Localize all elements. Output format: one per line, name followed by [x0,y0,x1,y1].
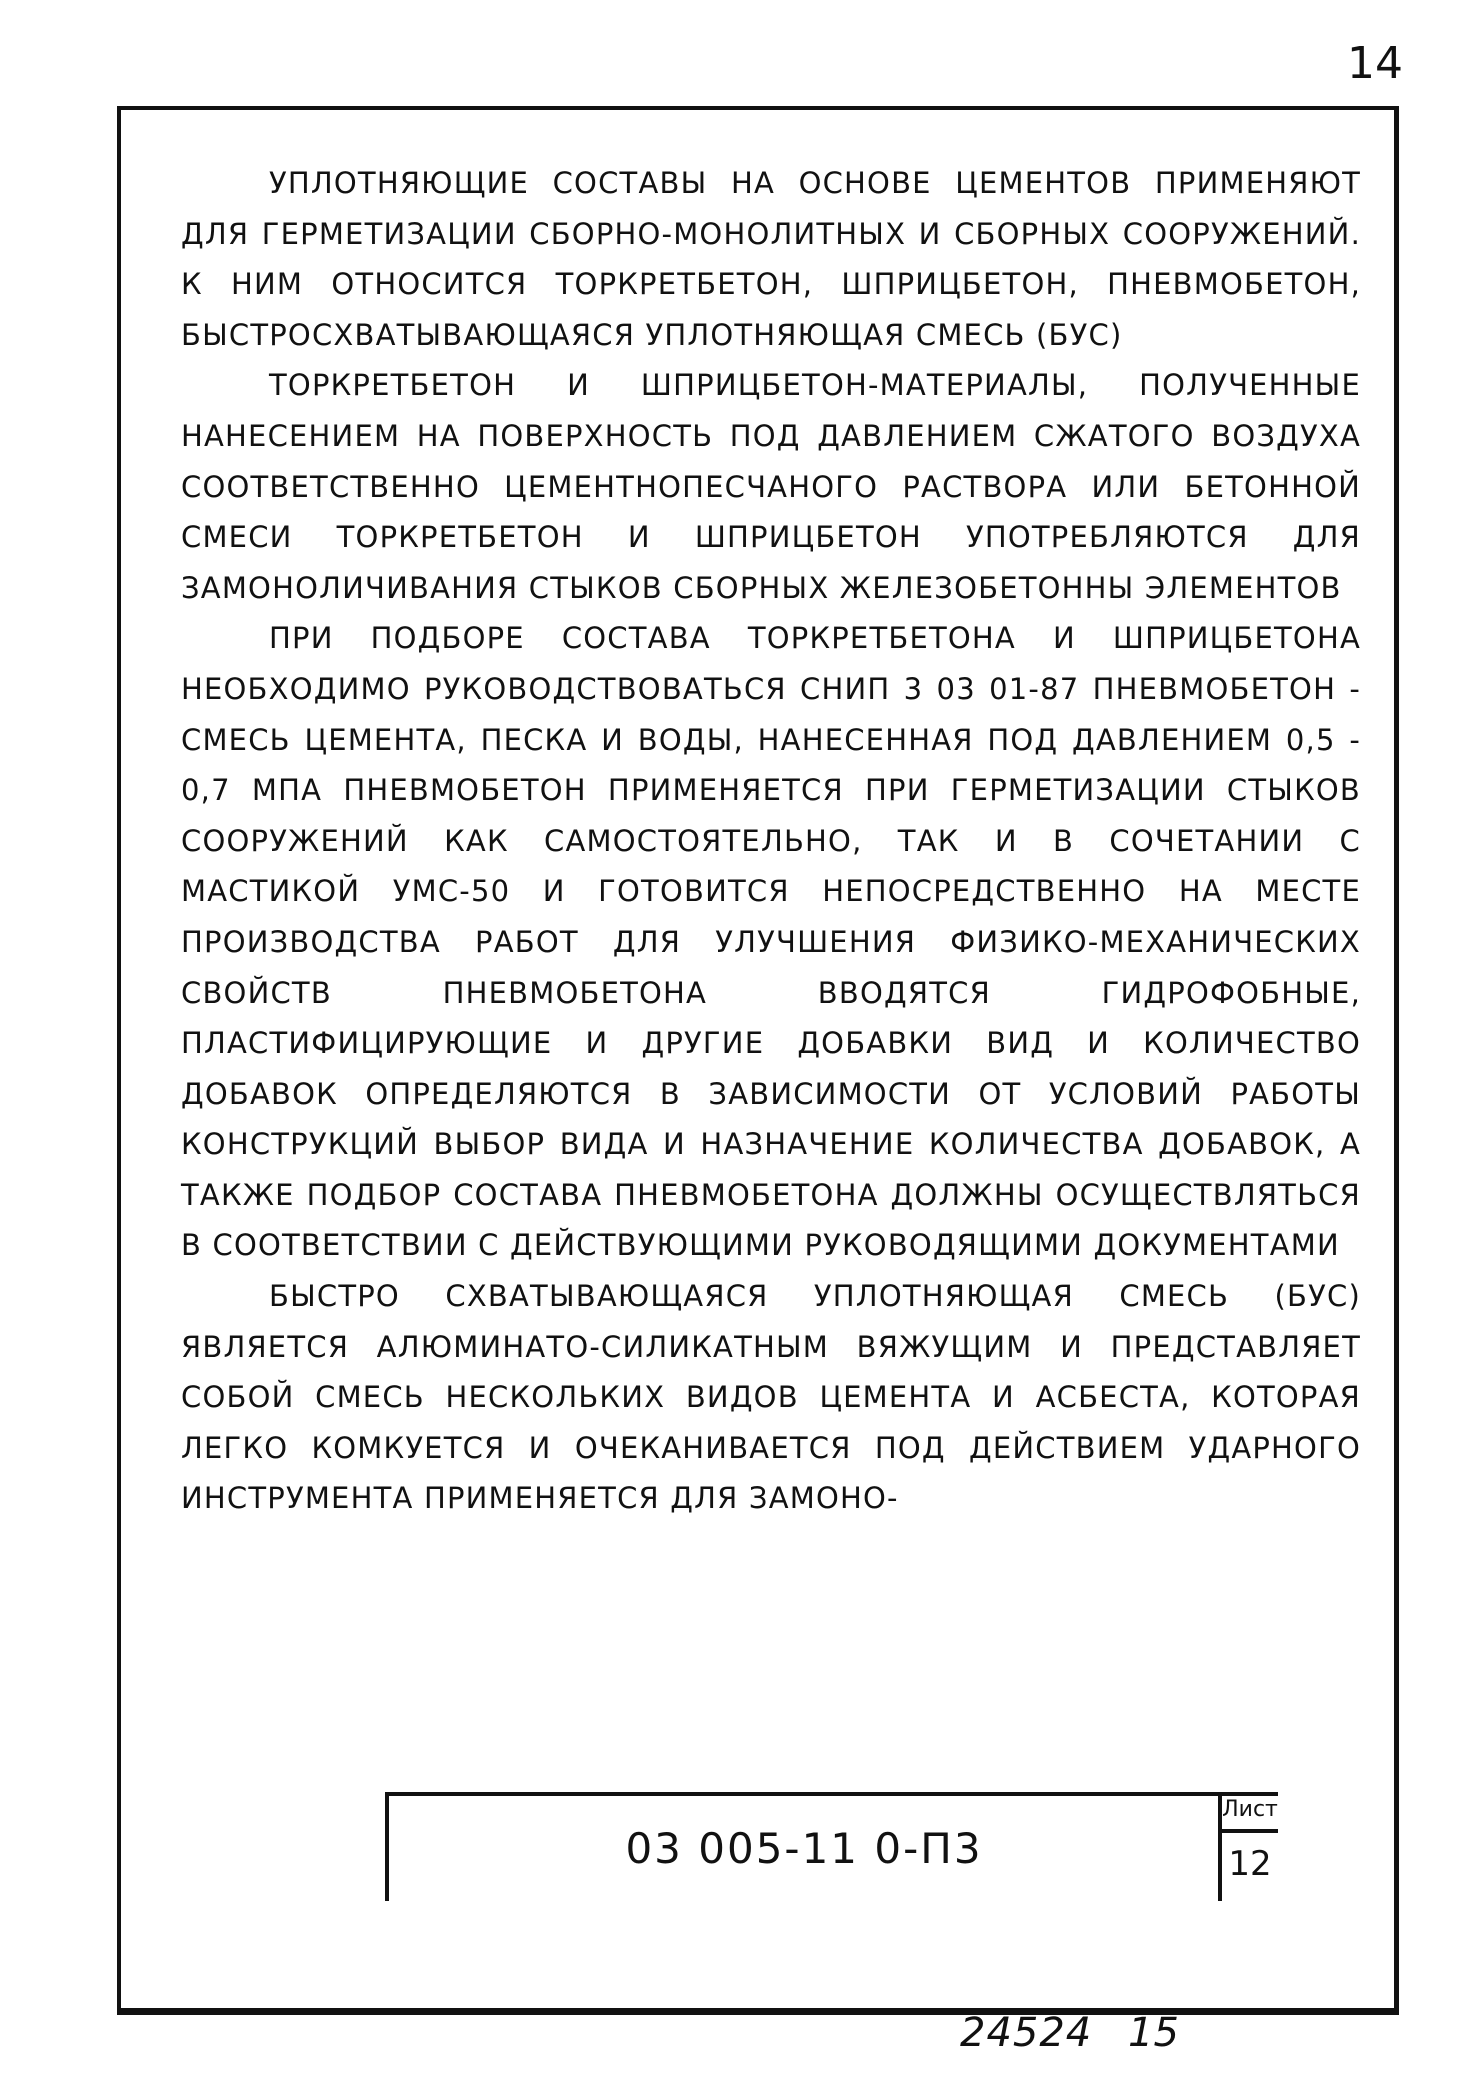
page-number: 14 [1347,38,1403,89]
paragraph-bus-mixture: БЫСТРО СХВАТЫВАЮЩАЯСЯ УПЛОТНЯЮЩАЯ СМЕСЬ (БУС) ЯВЛЯЕТСЯ АЛЮМИНАТО-СИЛИКАТНЫМ ВЯЖУЩИМ И ПРЕДСТАВЛЯЕТ СОБОЙ СМЕСЬ НЕСКОЛЬКИХ ВИДОВ ЦЕМЕНТА И АСБЕСТА, КОТОРАЯ ЛЕГКО КОМКУЕТСЯ И ОЧЕКАНИВАЕТСЯ ПОД ДЕЙСТВИЕМ УДАРНОГО ИНСТРУМЕНТА ПРИМЕНЯЕТСЯ ДЛЯ ЗАМОНО- [181,1279,1361,1516]
page-frame [117,106,1399,2012]
sheet-number: 12 [1228,1844,1272,1884]
paragraph-pneumatic-concrete: ПРИ ПОДБОРЕ СОСТАВА ТОРКРЕТБЕТОНА И ШПРИЦБЕТОНА НЕОБХОДИМО РУКОВОДСТВОВАТЬСЯ СНИП 3 03 01-87 ПНЕВМОБЕТОН - СМЕСЬ ЦЕМЕНТА, ПЕСКА И ВОДЫ, НАНЕСЕННАЯ ПОД ДАВЛЕНИЕМ 0,5 - 0,7 МПА ПНЕВМОБЕТОН ПРИМЕНЯЕТСЯ ПРИ ГЕРМЕТИЗАЦИИ СТЫКОВ СООРУЖЕНИЙ КАК САМОСТОЯТЕЛЬНО, ТАК И В СОЧЕТАНИИ С МАСТИКОЙ УМС-50 И ГОТОВИТСЯ НЕПОСРЕДСТВЕННО НА МЕСТЕ ПРОИЗВОДСТВА РАБОТ ДЛЯ УЛУЧШЕНИЯ ФИЗИКО-МЕХАНИЧЕСКИХ СВОЙСТВ ПНЕВМОБЕТОНА ВВОДЯТСЯ ГИДРОФОБНЫЕ, ПЛАСТИФИЦИРУЮЩИЕ И ДРУГИЕ ДОБАВКИ ВИД И КОЛИЧЕСТВО ДОБАВОК ОПРЕДЕЛЯЮТСЯ В ЗАВИСИМОСТИ ОТ УСЛОВИЙ РАБОТЫ КОНСТРУКЦИЙ ВЫБОР ВИДА И НАЗНАЧЕНИЕ КОЛИЧЕСТВА ДОБАВОК, А ТАКЖЕ ПОДБОР СОСТАВА ПНЕВМОБЕТОНА ДОЛЖНЫ ОСУЩЕСТВЛЯТЬСЯ В СООТВЕТСТВИИ С ДЕЙСТВУЮЩИМИ РУКОВОДЯЩИМИ ДОКУМЕНТАМИ [181,621,1361,1263]
title-block [385,1792,1278,1901]
paragraph-sealing-compositions: УПЛОТНЯЮЩИЕ СОСТАВЫ НА ОСНОВЕ ЦЕМЕНТОВ ПРИМЕНЯЮТ ДЛЯ ГЕРМЕТИЗАЦИИ СБОРНО-МОНОЛИТНЫХ И СБОРНЫХ СООРУЖЕНИЙ. К НИМ ОТНОСИТСЯ ТОРКРЕТБЕТОН, ШПРИЦБЕТОН, ПНЕВМОБЕТОН, БЫСТРОСХВАТЫВАЮЩАЯСЯ УПЛОТНЯЮЩАЯ СМЕСЬ (БУС) [181,166,1361,352]
body-text [181,158,1361,1524]
archive-stamp-suffix: 15 [1128,2010,1179,2056]
paragraph-torcrete: ТОРКРЕТБЕТОН И ШПРИЦБЕТОН-МАТЕРИАЛЫ, ПОЛУЧЕННЫЕ НАНЕСЕНИЕМ НА ПОВЕРХНОСТЬ ПОД ДАВЛЕНИЕМ СЖАТОГО ВОЗДУХА СООТВЕТСТВЕННО ЦЕМЕНТНОПЕСЧАНОГО РАСТВОРА ИЛИ БЕТОННОЙ СМЕСИ ТОРКРЕТБЕТОН И ШПРИЦБЕТОН УПОТРЕБЛЯЮТСЯ ДЛЯ ЗАМОНОЛИЧИВАНИЯ СТЫКОВ СБОРНЫХ ЖЕЛЕЗОБЕТОННЫ ЭЛЕМЕНТОВ [181,368,1361,605]
sheet-divider [1222,1829,1278,1833]
frame-bottom-line [117,2012,1399,2015]
sheet-label: Лист [1222,1797,1278,1822]
archive-stamp-number: 24524 [960,2010,1093,2056]
document-code: 03 005-11 0-П3 [625,1824,983,1873]
sheet-box [1218,1792,1278,1901]
